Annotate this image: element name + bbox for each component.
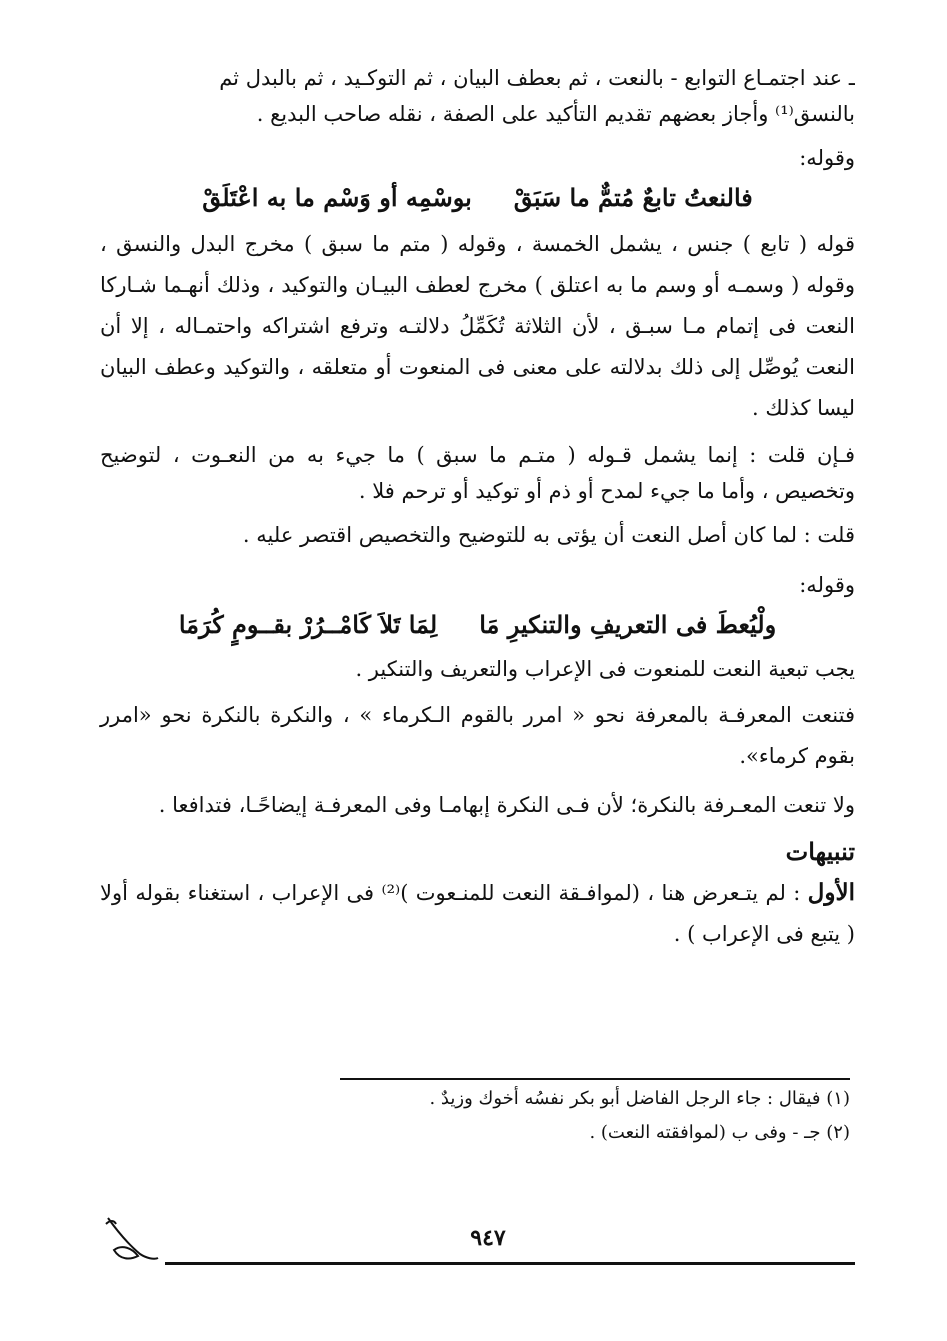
verse-1-first-hemistich: فالنعتُ تابعٌ مُتمٌّ ما سَبَقْ xyxy=(513,183,753,212)
paragraph-first-note xyxy=(100,872,855,955)
paragraph-objection: فـإن قلت : إنما يشمل قـوله ( متـم ما سبق ) ما جيء به من النعـوت ، لتوضيح وتخصيص ، وأما ما جيء لمدح أو ذم أو توكيد أو ترحم فلا . xyxy=(100,443,855,503)
text-line-2: بالنسق⁽¹⁾ وأجاز بعضهم تقديم التأكيد على الصفة ، نقله صاحب البديع . xyxy=(256,102,855,126)
page-body xyxy=(100,60,855,955)
verse-intro-2: وقوله: xyxy=(799,573,855,597)
footnote-1: (١) فيقال : جاء الرجل الفاضل أبو بكر نفسُه أخوك وزيدٌ . xyxy=(429,1088,850,1109)
footer-rule xyxy=(165,1262,855,1265)
verse-1-second-hemistich: بوسْمِه أو وَسْم ما به اعْتَلَقْ xyxy=(202,183,472,212)
paragraph-commentary: قوله ( تابع ) جنس ، يشمل الخمسة ، وقوله ( متم ما سبق ) مخرج البدل والنسق ، وقوله ( وسمـه أو وسم ما به اعتلق ) مخرج لعطف البيـان والتوكيد ، وذلك أنهـما شـاركا النعت فى إتمام مـا سبـق ، لأن الثلاثة تُكَمِّلُ دلالتـه وترفع اشتراكه واحتمـاله ، إلا أن النعت يُوصِّل إلى ذلك بدلالته على معنى فى المنعوت أو متعلقه ، والتوكيد وعطف البيان ليسا كذلك . xyxy=(100,232,855,420)
text-line-1: ـ عند اجتمـاع التوابع - بالنعت ، ثم بعطف البيان ، ثم التوكـيد ، ثم بالبدل ثم xyxy=(219,66,855,90)
section-heading: تنبيهات xyxy=(785,837,855,866)
paragraph-examples: فتنعت المعرفـة بالمعرفة نحو « امرر بالقوم الـكرماء » ، والنكرة بالنكرة نحو «امرر بقوم كرماء». xyxy=(100,703,855,768)
verse-2 xyxy=(100,605,855,645)
verse-2-second-hemistich: لِمَا تَلاَ كَامْــرُرْ بقــومٍ كُرَمَا xyxy=(178,610,438,639)
quill-ornament-icon xyxy=(100,1210,160,1270)
verse-intro: وقوله: xyxy=(799,146,855,170)
paragraph-definite-indefinite: ولا تنعت المعـرفة بالنكرة؛ لأن فـى النكرة إبهامـا وفى المعرفـة إيضاحًـا، فتدافعا . xyxy=(158,793,855,817)
verse-2-first-hemistich: ولْيُعطَ فى التعريفِ والتنكيرِ مَا xyxy=(479,610,777,639)
footnote-2: (٢) جـ - وفى ب (لموافقته النعت) . xyxy=(589,1122,850,1143)
paragraph-agreement: يجب تبعية النعت للمنعوت فى الإعراب والتعريف والتنكير . xyxy=(355,657,855,681)
page-number: ٩٤٧ xyxy=(470,1225,506,1251)
paragraph-reply: قلت : لما كان أصل النعت أن يؤتى به للتوضيح والتخصيص اقتصر عليه . xyxy=(242,523,855,547)
first-note-label: الأول xyxy=(807,879,855,906)
footnotes xyxy=(340,1078,850,1150)
verse-1 xyxy=(100,178,855,218)
first-note-text: : لم يتـعرض هنا ، (لموافـقة النعت للمنـعوت )⁽²⁾ فى الإعراب ، استغناء بقوله أولا ( يتبع فى الإعراب ) . xyxy=(100,881,855,946)
